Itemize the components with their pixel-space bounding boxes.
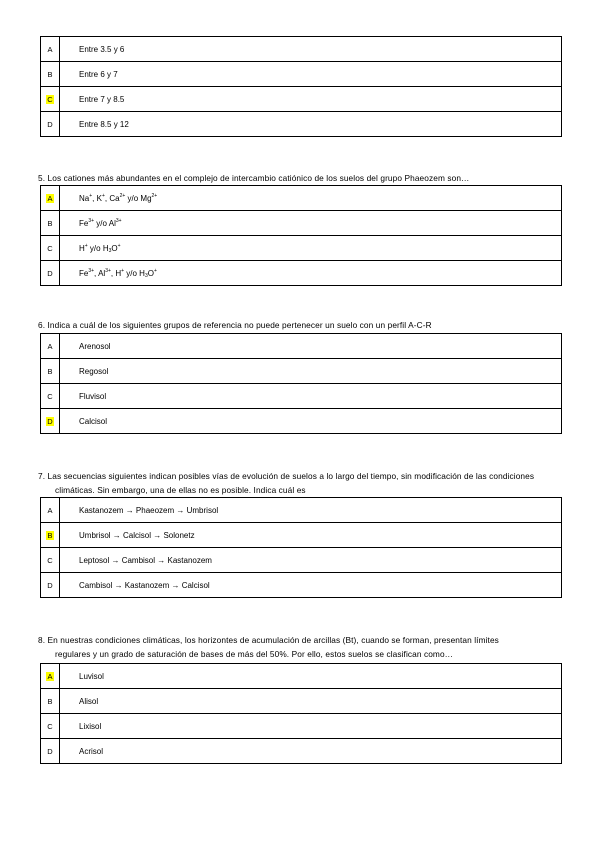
option-text: Calcisol [60, 409, 562, 434]
option-text: Entre 6 y 7 [60, 62, 562, 87]
option-text: Leptosol → Cambisol → Kastanozem [60, 548, 562, 573]
option-letter [41, 664, 60, 689]
option-text: Alisol [60, 689, 562, 714]
answer-highlight: C [47, 94, 53, 104]
question-8-title: 8. En nuestras condiciones climáticas, los horizontes de acumulación de arcillas (Bt), cuando se forman, presentan límites regulares y un grado de saturación de bases de más del 50%. Por ello, estos suelos se clasifican como… [38, 635, 499, 659]
option-text: Lixisol [60, 714, 562, 739]
option-text: Entre 7 y 8.5 [60, 87, 562, 112]
option-text: Cambisol → Kastanozem → Calcisol [60, 573, 562, 598]
option-letter: D [41, 739, 60, 764]
option-text: Umbrisol → Calcisol → Solonetz [60, 523, 562, 548]
q8-option-d[interactable] [41, 739, 562, 764]
option-letter: C [41, 384, 60, 409]
option-letter: B [41, 689, 60, 714]
option-letter: B [41, 62, 60, 87]
q7-option-d[interactable] [41, 573, 562, 598]
answer-highlight: B [47, 530, 53, 540]
q6-option-d[interactable] [41, 409, 562, 434]
answer-highlight: A [47, 671, 53, 681]
q7-option-a[interactable] [41, 498, 562, 523]
q8-option-b[interactable] [41, 689, 562, 714]
q4-option-c[interactable] [41, 87, 562, 112]
option-text: Entre 8.5 y 12 [60, 112, 562, 137]
option-letter [41, 523, 60, 548]
q6-option-c[interactable] [41, 384, 562, 409]
answer-highlight: D [47, 416, 53, 426]
question-5-title: 5. Los cationes más abundantes en el complejo de intercambio catiónico de los suelos del grupo Phaeozem son… [38, 173, 470, 183]
option-text: Regosol [60, 359, 562, 384]
option-letter: D [41, 112, 60, 137]
option-letter [41, 87, 60, 112]
q5-options-table [40, 185, 562, 286]
option-letter [41, 186, 60, 211]
option-letter: A [41, 37, 60, 62]
option-letter: A [41, 334, 60, 359]
q5-option-c[interactable] [41, 236, 562, 261]
q6-option-b[interactable] [41, 359, 562, 384]
option-letter [41, 409, 60, 434]
option-letter: A [41, 498, 60, 523]
question-6-title: 6. Indica a cuál de los siguientes grupos de referencia no puede pertenecer un suelo con un perfil A-C-R [38, 320, 432, 330]
option-letter: C [41, 548, 60, 573]
option-letter: D [41, 261, 60, 286]
q7-option-b[interactable] [41, 523, 562, 548]
option-text: Na+, K+, $Ca^{2+}$ y/o $Mg^{2+}$ [60, 186, 562, 211]
q4-options-table [40, 36, 562, 137]
q6-options-table [40, 333, 562, 434]
option-letter: D [41, 573, 60, 598]
option-text: Kastanozem → Phaeozem → Umbrisol [60, 498, 562, 523]
q7-options-table [40, 497, 562, 598]
option-text: $Fe^{3+}$, $Al^{3+}$, H+ y/o $H_3O^+$ [60, 261, 562, 286]
option-text: H+ y/o $H_3O^+$ [60, 236, 562, 261]
option-text: Acrisol [60, 739, 562, 764]
q5-option-a[interactable] [41, 186, 562, 211]
option-text: Entre 3.5 y 6 [60, 37, 562, 62]
answer-highlight: A [47, 193, 53, 203]
option-letter: C [41, 714, 60, 739]
option-text: Luvisol [60, 664, 562, 689]
q6-option-a[interactable] [41, 334, 562, 359]
q7-option-c[interactable] [41, 548, 562, 573]
option-letter: B [41, 359, 60, 384]
option-letter: C [41, 236, 60, 261]
q5-option-d[interactable] [41, 261, 562, 286]
q5-option-b[interactable] [41, 211, 562, 236]
option-letter: B [41, 211, 60, 236]
q4-option-b[interactable] [41, 62, 562, 87]
q8-options-table [40, 663, 562, 764]
option-text: Arenosol [60, 334, 562, 359]
q8-option-c[interactable] [41, 714, 562, 739]
option-text: Fluvisol [60, 384, 562, 409]
question-7-title: 7. Las secuencias siguientes indican posibles vías de evolución de suelos a lo largo del tiempo, sin modificación de las condiciones climáticas. Sin embargo, una de ellas no es posible. Indica cuál es [38, 471, 535, 495]
q4-option-d[interactable] [41, 112, 562, 137]
option-text: $Fe^{3+}$ y/o $Al^{3+}$ [60, 211, 562, 236]
q8-option-a[interactable] [41, 664, 562, 689]
q4-option-a[interactable] [41, 37, 562, 62]
